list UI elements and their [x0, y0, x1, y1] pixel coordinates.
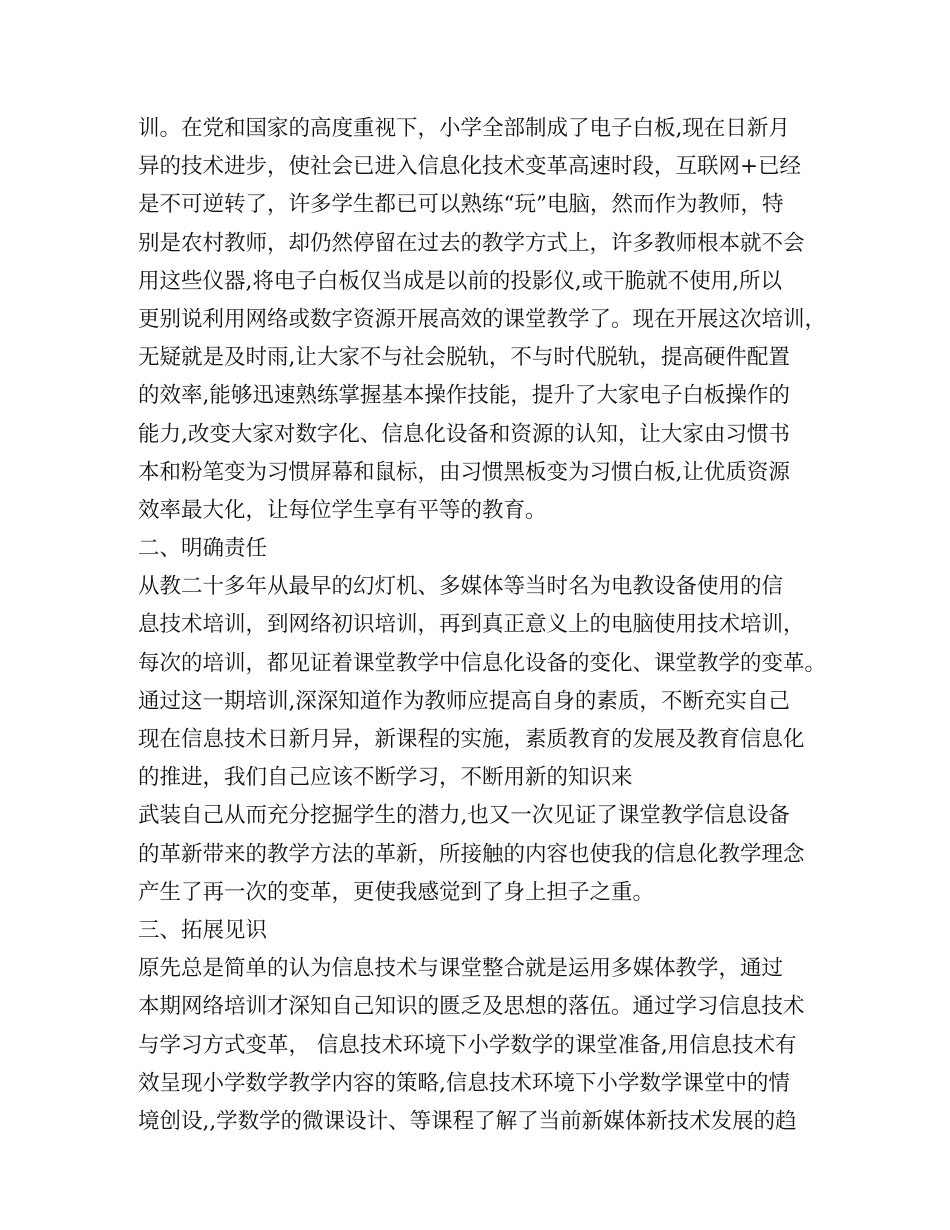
text-line: 本和粉笔变为习惯屏幕和鼠标，由习惯黑板变为习惯白板,让优质资源	[138, 459, 790, 485]
text-line: 现在信息技术日新月异，新课程的实施，素质教育的发展及教育信息化	[138, 727, 805, 752]
text-line: 通过这一期培训,深深知道作为教师应提高自身的素质，不断充实自己	[138, 688, 790, 714]
text-line: 境创设,,学数学的微课设计、等课程了解了当前新媒体新技术发展的趋	[138, 1108, 797, 1134]
text-line: 每次的培训，都见证着课堂教学中信息化设备的变化、课堂教学的变革。	[138, 650, 827, 676]
text-line: 更别说利用网络或数字资源开展高效的课堂教学了。现在开展这次培训，	[138, 306, 827, 332]
text-line: 训。在党和国家的高度重视下，小学全部制成了电子白板,现在日新月	[138, 116, 790, 141]
text-line: 是不可逆转了，许多学生都已可以熟练“玩”电脑，然而作为教师，特	[138, 192, 784, 218]
text-line: 效呈现小学数学教学内容的策略,信息技术环境下小学数学课堂中的情	[138, 1070, 790, 1096]
text-line: 息技术培训，到网络初识培训，再到真正意义上的电脑使用技术培训，	[138, 612, 805, 638]
text-line: 本期网络培训才深知自己知识的匮乏及思想的落伍。通过学习信息技术	[138, 994, 805, 1020]
text-line: 的推进，我们自己应该不断学习，不断用新的知识来	[138, 765, 633, 791]
text-line: 产生了再一次的变革，更使我感觉到了身上担子之重。	[138, 879, 655, 905]
text-line: 能力,改变大家对数字化、信息化设备和资源的认知，让大家由习惯书	[138, 421, 790, 447]
text-line: 的革新带来的教学方法的革新，所接触的内容也使我的信息化教学理念	[138, 841, 805, 867]
text-line: 无疑就是及时雨,让大家不与社会脱轨，不与时代脱轨，提高硬件配置	[138, 345, 790, 371]
text-line: 效率最大化，让每位学生享有平等的教育。	[138, 497, 547, 523]
text-line: 的效率,能够迅速熟练掌握基本操作技能，提升了大家电子白板操作的	[138, 383, 790, 409]
text-line: 用这些仪器,将电子白板仅当成是以前的投影仪,或干脆就不使用,所以	[138, 268, 783, 294]
section-heading: 三、拓展见识	[138, 917, 268, 943]
text-line: 与学习方式变革， 信息技术环境下小学数学的课堂准备,用信息技术有	[138, 1032, 797, 1058]
text-line: 别是农村教师，却仍然停留在过去的教学方式上，许多教师根本就不会	[138, 230, 805, 256]
text-line: 异的技术进步，使社会已进入信息化技术变革高速时段，互联网+已经	[138, 154, 802, 180]
text-line: 从教二十多年从最早的幻灯机、多媒体等当时名为电教设备使用的信	[138, 574, 784, 600]
section-heading: 二、明确责任	[138, 536, 268, 562]
document-body	[138, 110, 827, 1141]
text-line: 原先总是简单的认为信息技术与课堂整合就是运用多媒体教学，通过	[138, 956, 784, 982]
text-line: 武装自己从而充分挖掘学生的潜力,也又一次见证了课堂教学信息设备	[138, 803, 790, 829]
